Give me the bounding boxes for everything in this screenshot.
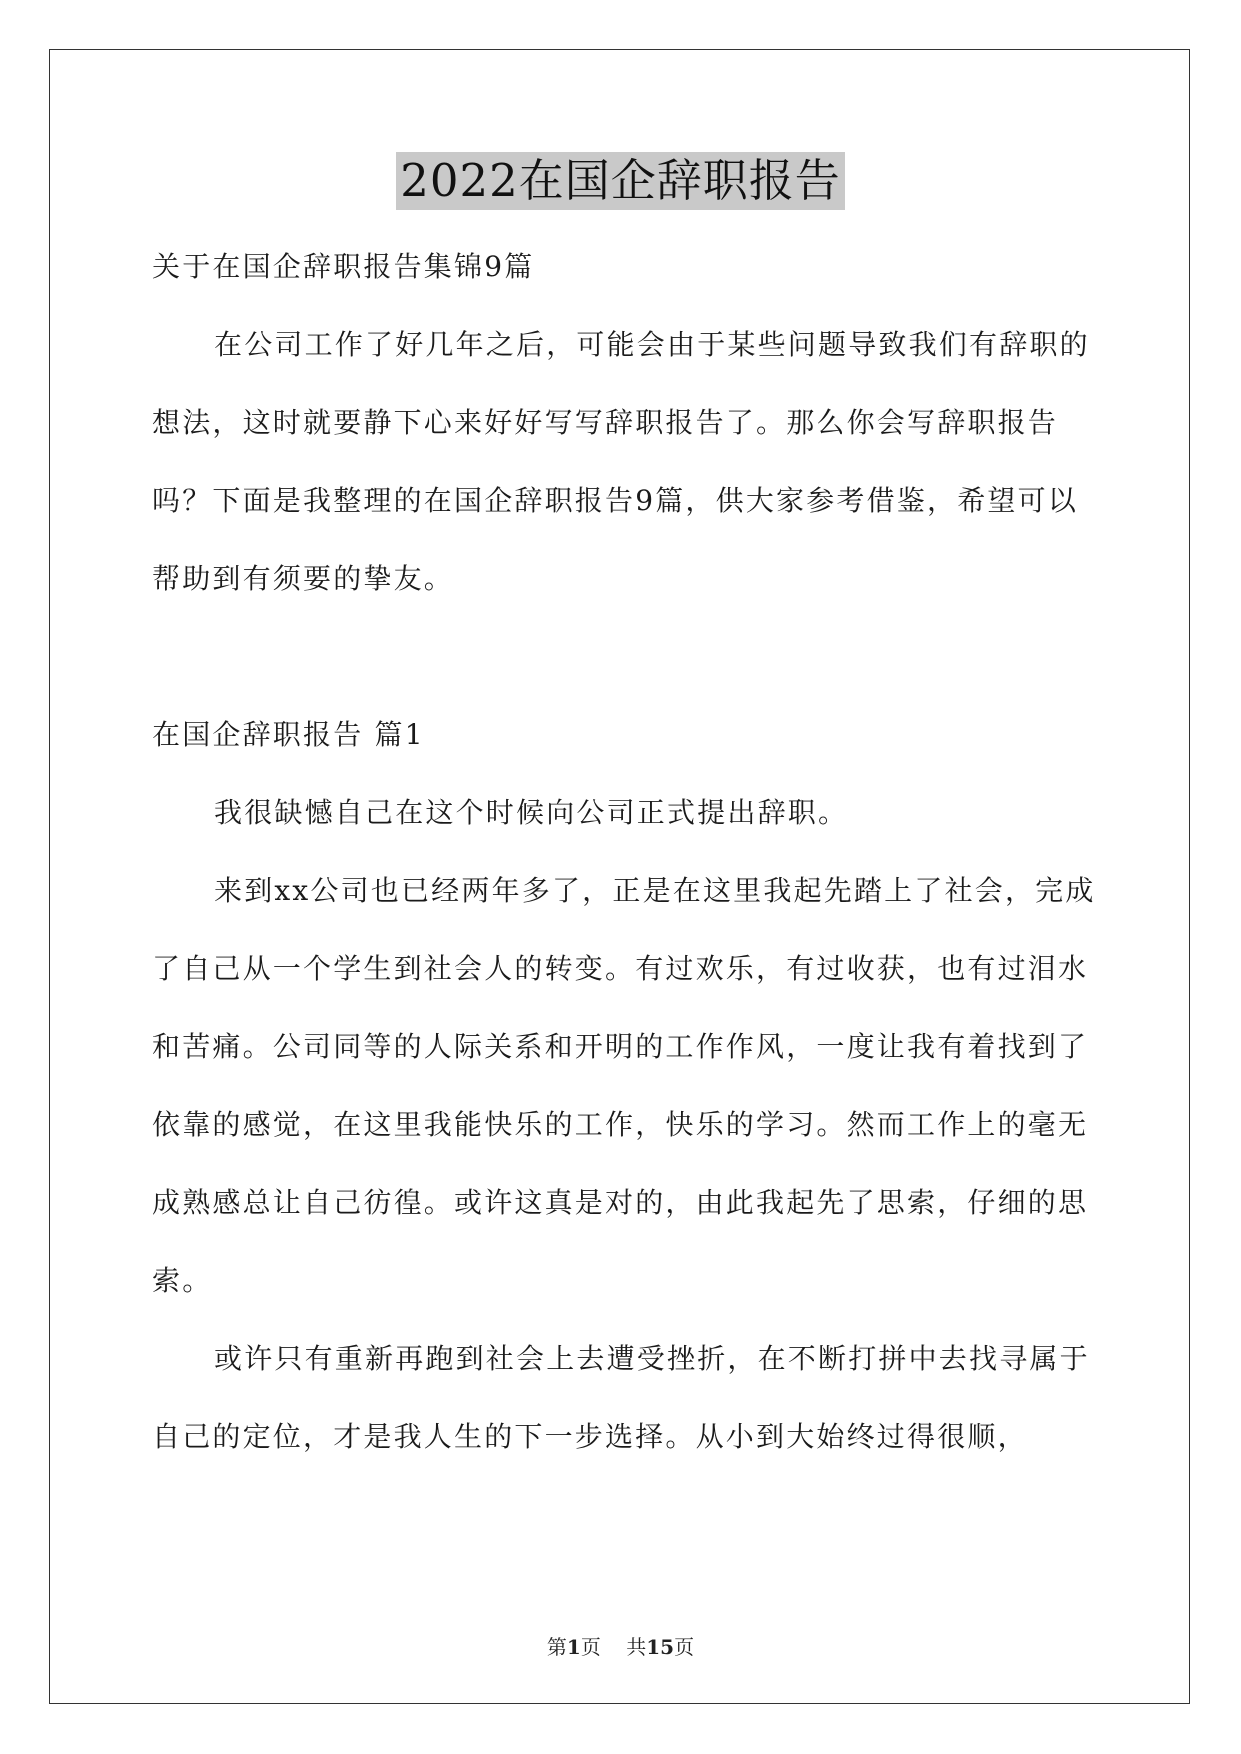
page-suffix: 页 — [580, 1635, 601, 1659]
document-subtitle: 关于在国企辞职报告集锦9篇 — [152, 250, 535, 283]
body-paragraph: 来到xx公司也已经两年多了，正是在这里我起先踏上了社会，完成了自己从一个学生到社会人的转变。有过欢乐，有过收获，也有过泪水和苦痛。公司同等的人际关系和开明的工作作风，一度让我有着找到了依靠的感觉，在这里我能快乐的工作，快乐的学习。然而工作上的毫无成熟感总让自己彷徨。或许这真是对的，由此我起先了思索，仔细的思索。 — [152, 874, 1096, 1297]
page-prefix: 第 — [546, 1635, 567, 1659]
body-paragraph: 或许只有重新再跑到社会上去遭受挫折，在不断打拼中去找寻属于自己的定位，才是我人生的下一步选择。从小到大始终过得很顺， — [152, 1342, 1090, 1453]
section-heading: 在国企辞职报告 篇1 — [152, 718, 425, 751]
body-paragraph: 我很缺憾自己在这个时候向公司正式提出辞职。 — [214, 796, 849, 829]
intro-paragraph: 在公司工作了好几年之后，可能会由于某些问题导致我们有辞职的想法，这时就要静下心来好好写写辞职报告了。那么你会写辞职报告吗？下面是我整理的在国企辞职报告9篇，供大家参考借鉴，希望可以帮助到有须要的挚友。 — [152, 328, 1090, 595]
document-title: 2022在国企辞职报告 — [396, 152, 845, 210]
total-pages: 15 — [646, 1635, 675, 1659]
document-body — [152, 228, 1097, 1476]
title-container — [0, 152, 1241, 210]
total-suffix: 页 — [674, 1635, 695, 1659]
section-spacer — [152, 618, 1097, 696]
total-prefix: 共 — [626, 1635, 647, 1659]
page-footer — [0, 1631, 1241, 1660]
page-number: 1 — [566, 1635, 581, 1659]
